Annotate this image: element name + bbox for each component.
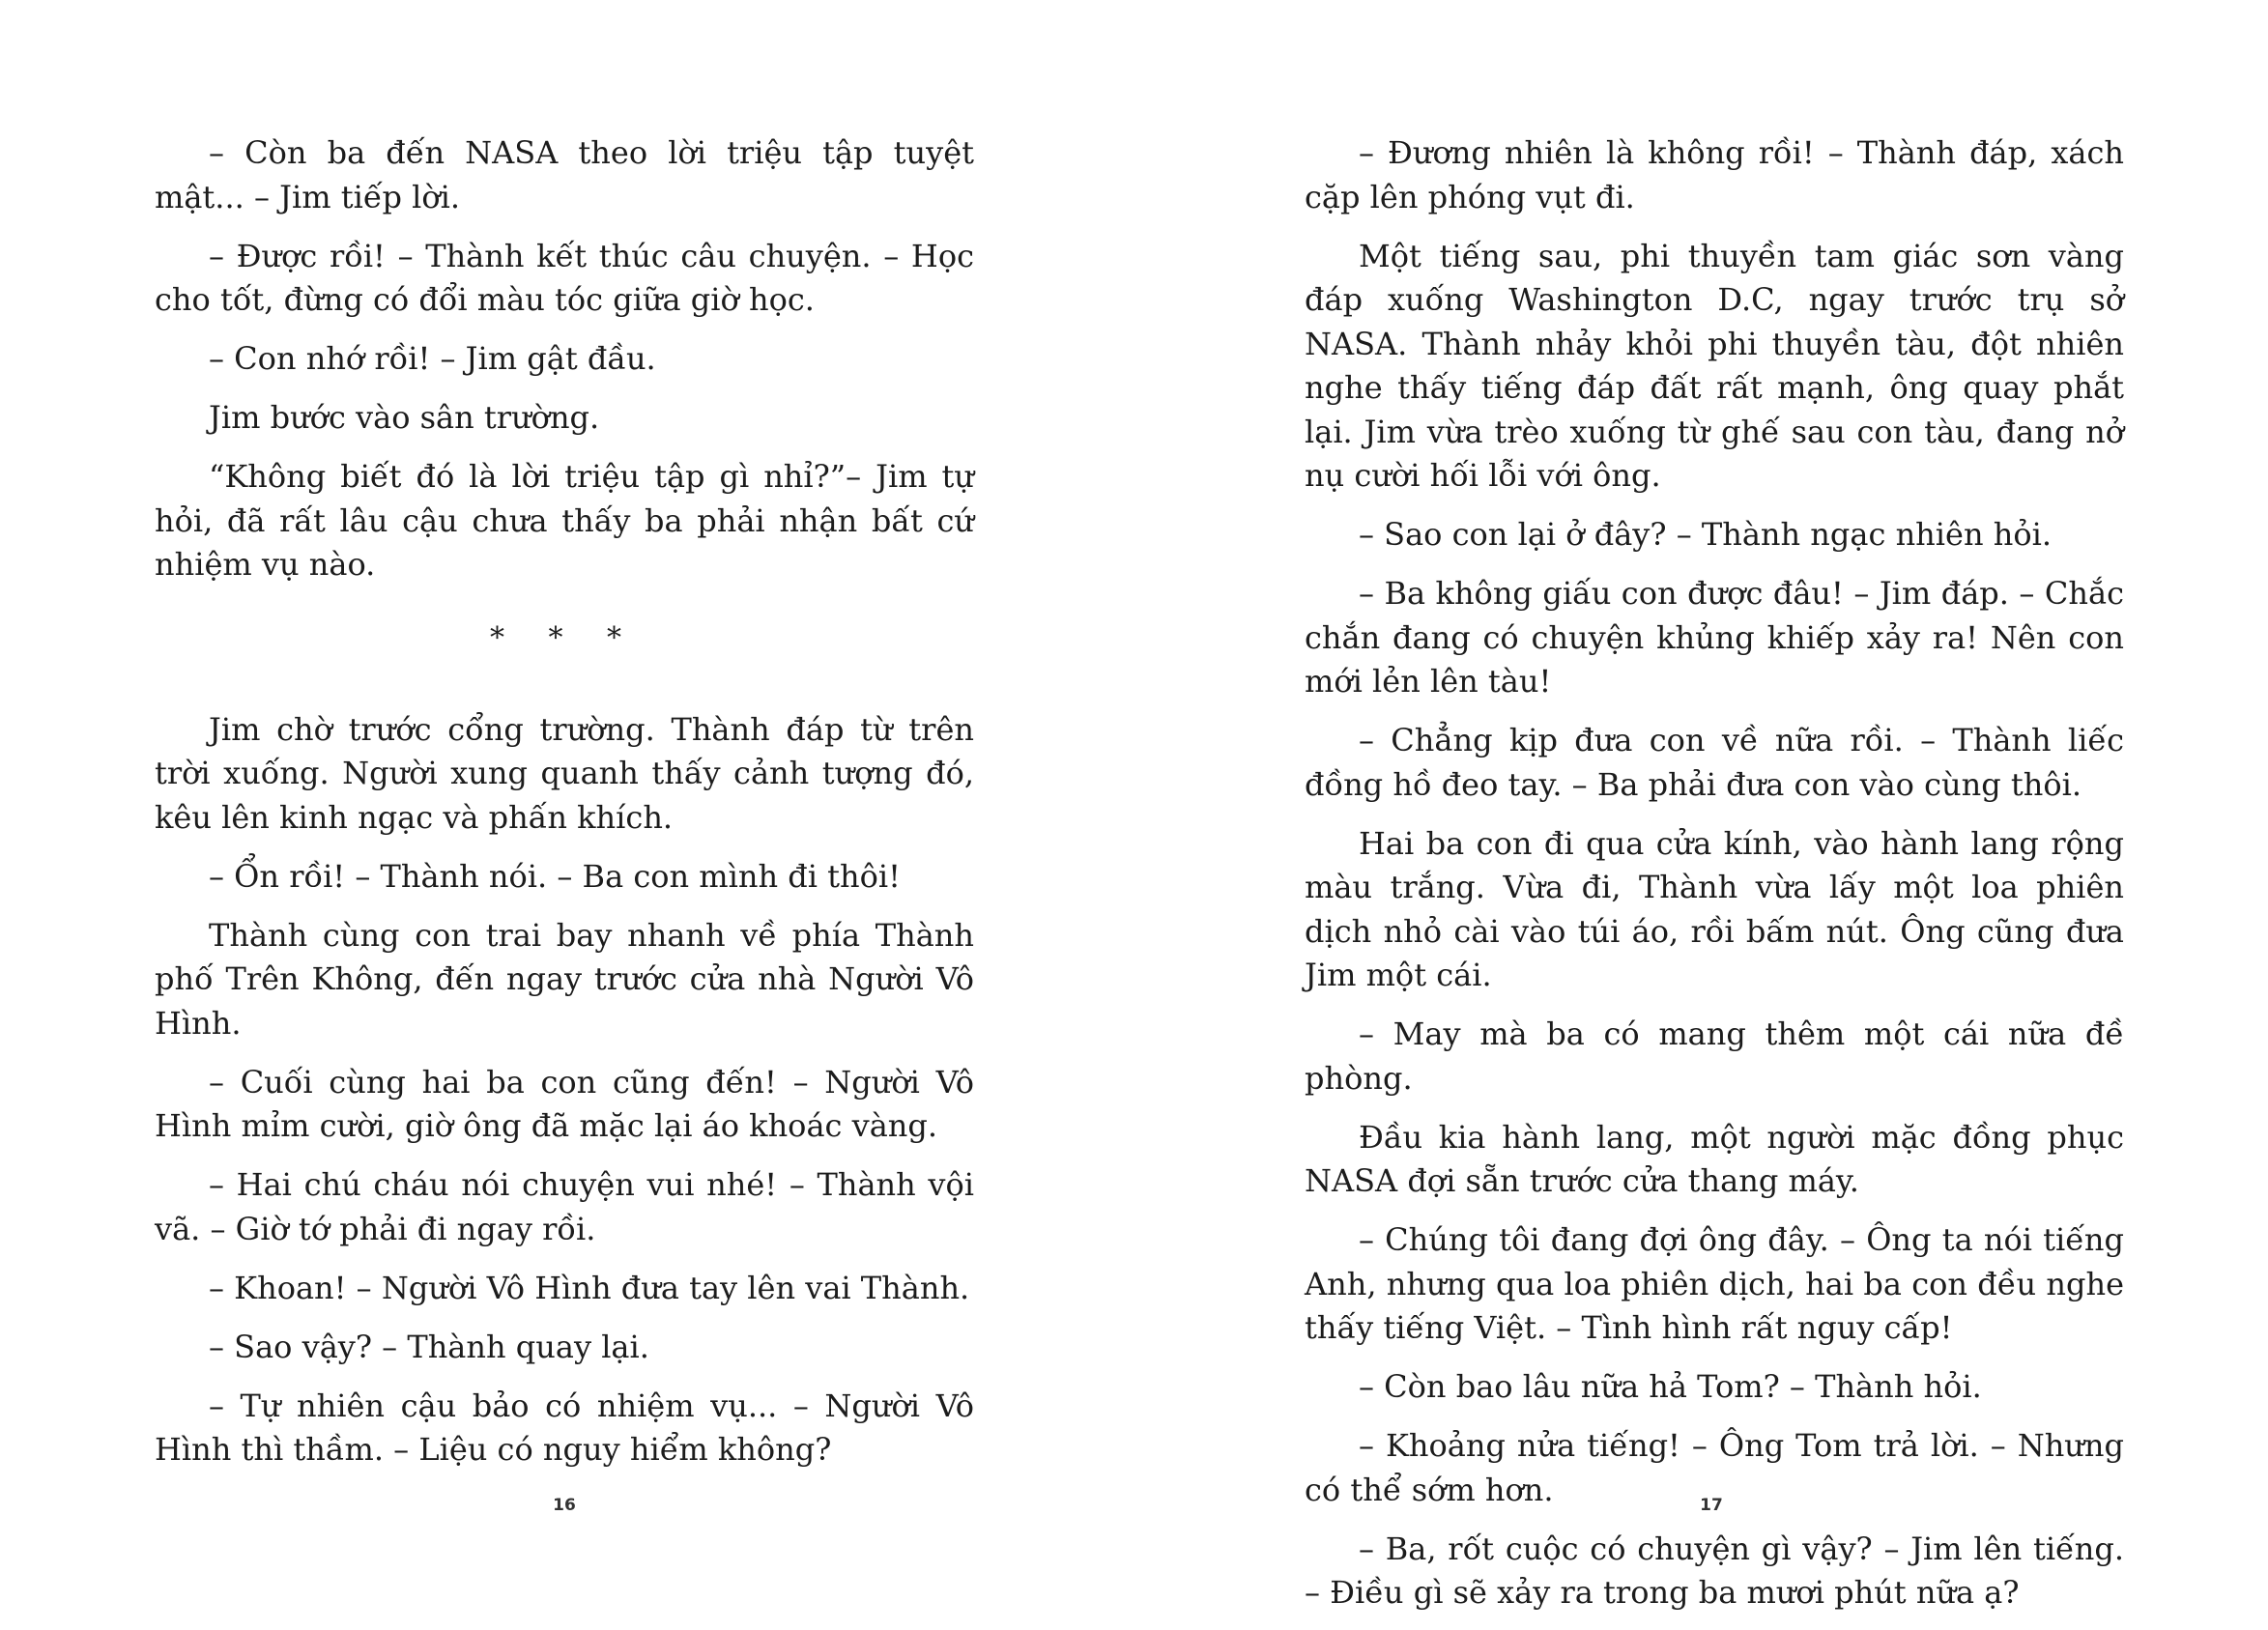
paragraph: Jim chờ trước cổng trường. Thành đáp từ trên trời xuống. Người xung quanh thấy cảnh tượng đó, kêu lên kinh ngạc và phấn khích.	[155, 710, 974, 836]
paragraph: – Khoảng nửa tiếng! – Ông Tom trả lời. – Nhưng có thể sớm hơn.	[1305, 1427, 2124, 1508]
paragraph: – Chúng tôi đang đợi ông đây. – Ông ta nói tiếng Anh, nhưng qua loa phiên dịch, hai ba con đều nghe thấy tiếng Việt. – Tình hình rất nguy cấp!	[1305, 1221, 2124, 1346]
paragraph: “Không biết đó là lời triệu tập gì nhỉ?”– Jim tự hỏi, đã rất lâu cậu chưa thấy ba phải nhận bất cứ nhiệm vụ nào.	[155, 458, 974, 583]
scene-break: * * *	[489, 620, 640, 655]
right-page-text	[1305, 131, 2124, 1630]
paragraph: – Được rồi! – Thành kết thúc câu chuyện. – Học cho tốt, đừng có đổi màu tóc giữa giờ học.	[155, 237, 974, 318]
paragraph: – Khoan! – Người Vô Hình đưa tay lên vai Thành.	[209, 1269, 970, 1306]
paragraph: – Sao vậy? – Thành quay lại.	[209, 1328, 649, 1365]
paragraph: – Tự nhiên cậu bảo có nhiệm vụ... – Người Vô Hình thì thầm. – Liệu có nguy hiểm không?	[155, 1387, 974, 1468]
paragraph: – Con nhớ rồi! – Jim gật đầu.	[209, 340, 656, 377]
left-page-text	[155, 131, 974, 1487]
paragraph: – Sao con lại ở đây? – Thành ngạc nhiên hỏi.	[1359, 516, 2053, 553]
page-number: 17	[1700, 1496, 1723, 1515]
paragraph: Jim bước vào sân trường.	[209, 399, 600, 436]
paragraph: – Ba, rốt cuộc có chuyện gì vậy? – Jim lên tiếng. – Điều gì sẽ xảy ra trong ba mươi phút nữa ạ?	[1305, 1530, 2124, 1611]
paragraph: – Còn bao lâu nữa hả Tom? – Thành hỏi.	[1359, 1368, 1982, 1405]
paragraph: Đầu kia hành lang, một người mặc đồng phục NASA đợi sẵn trước cửa thang máy.	[1305, 1118, 2124, 1199]
right-page	[1134, 0, 2268, 1611]
paragraph: – Ba không giấu con được đâu! – Jim đáp. – Chắc chắn đang có chuyện khủng khiếp xảy ra! Nên con mới lẻn lên tàu!	[1305, 575, 2124, 700]
paragraph: – May mà ba có mang thêm một cái nữa đề phòng.	[1305, 1015, 2124, 1097]
page-number: 16	[553, 1496, 576, 1515]
paragraph: – Còn ba đến NASA theo lời triệu tập tuyệt mật... – Jim tiếp lời.	[155, 134, 974, 215]
paragraph: – Đương nhiên là không rồi! – Thành đáp, xách cặp lên phóng vụt đi.	[1305, 134, 2124, 215]
paragraph: – Hai chú cháu nói chuyện vui nhé! – Thành vội vã. – Giờ tớ phải đi ngay rồi.	[155, 1166, 974, 1247]
paragraph: – Chẳng kịp đưa con về nữa rồi. – Thành liếc đồng hồ đeo tay. – Ba phải đưa con vào cùng thôi.	[1305, 722, 2124, 803]
paragraph: – Cuối cùng hai ba con cũng đến! – Người Vô Hình mỉm cười, giờ ông đã mặc lại áo khoác vàng.	[155, 1063, 974, 1144]
paragraph: – Ổn rồi! – Thành nói. – Ba con mình đi thôi!	[209, 857, 901, 895]
paragraph: Hai ba con đi qua cửa kính, vào hành lang rộng màu trắng. Vừa đi, Thành vừa lấy một loa phiên dịch nhỏ cài vào túi áo, rồi bấm nút. Ông cũng đưa Jim một cái.	[1305, 824, 2124, 993]
paragraph: Một tiếng sau, phi thuyền tam giác sơn vàng đáp xuống Washington D.C, ngay trước trụ sở NASA. Thành nhảy khỏi phi thuyền tàu, đột nhiên nghe thấy tiếng đáp đất rất mạnh, ông quay phắt lại. Jim vừa trèo xuống từ ghế sau con tàu, đang nở nụ cười hối lỗi với ông.	[1305, 237, 2124, 494]
paragraph: Thành cùng con trai bay nhanh về phía Thành phố Trên Không, đến ngay trước cửa nhà Người Vô Hình.	[155, 916, 974, 1042]
left-page	[0, 0, 1134, 1590]
